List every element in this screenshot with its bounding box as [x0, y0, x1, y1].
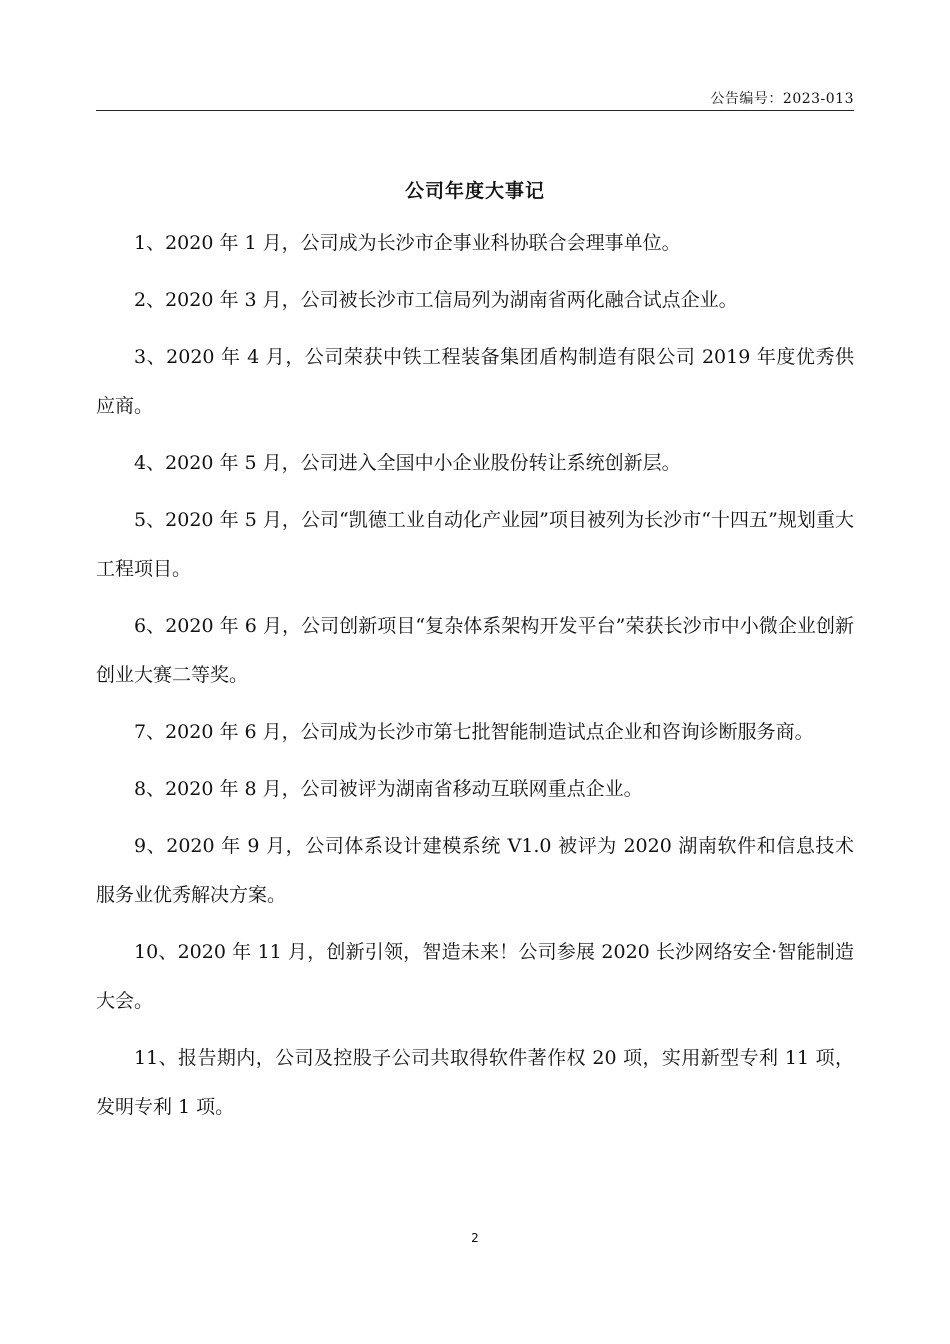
event-item: 7、2020 年 6 月，公司成为长沙市第七批智能制造试点企业和咨询诊断服务商。: [134, 721, 814, 743]
event-list: [96, 219, 854, 1140]
notice-number: 公告编号：2023-013: [710, 91, 854, 107]
event-item: 1、2020 年 1 月，公司成为长沙市企事业科协联合会理事单位。: [134, 232, 681, 254]
page-number: 2: [471, 1231, 479, 1245]
event-item: 4、2020 年 5 月，公司进入全国中小企业股份转让系统创新层。: [134, 452, 681, 474]
header-divider: [96, 110, 854, 111]
event-item: 8、2020 年 8 月，公司被评为湖南省移动互联网重点企业。: [134, 778, 643, 800]
event-item: 3、2020 年 4 月，公司荣获中铁工程装备集团盾构制造有限公司 2019 年度优秀供应商。: [96, 346, 854, 417]
event-item: 2、2020 年 3 月，公司被长沙市工信局列为湖南省两化融合试点企业。: [134, 289, 738, 311]
document-title: 公司年度大事记: [404, 180, 545, 202]
event-item: 11、报告期内，公司及控股子公司共取得软件著作权 20 项，实用新型专利 11 项，发明专利 1 项。: [96, 1047, 854, 1118]
event-item: 10、2020 年 11 月，创新引领，智造未来！公司参展 2020 长沙网络安全·智能制造大会。: [96, 941, 854, 1012]
event-item: 5、2020 年 5 月，公司“凯德工业自动化产业园”项目被列为长沙市“十四五”规划重大工程项目。: [96, 509, 854, 580]
event-item: 6、2020 年 6 月，公司创新项目“复杂体系架构开发平台”荣获长沙市中小微企业创新创业大赛二等奖。: [96, 615, 854, 686]
event-item: 9、2020 年 9 月，公司体系设计建模系统 V1.0 被评为 2020 湖南软件和信息技术服务业优秀解决方案。: [96, 835, 854, 906]
